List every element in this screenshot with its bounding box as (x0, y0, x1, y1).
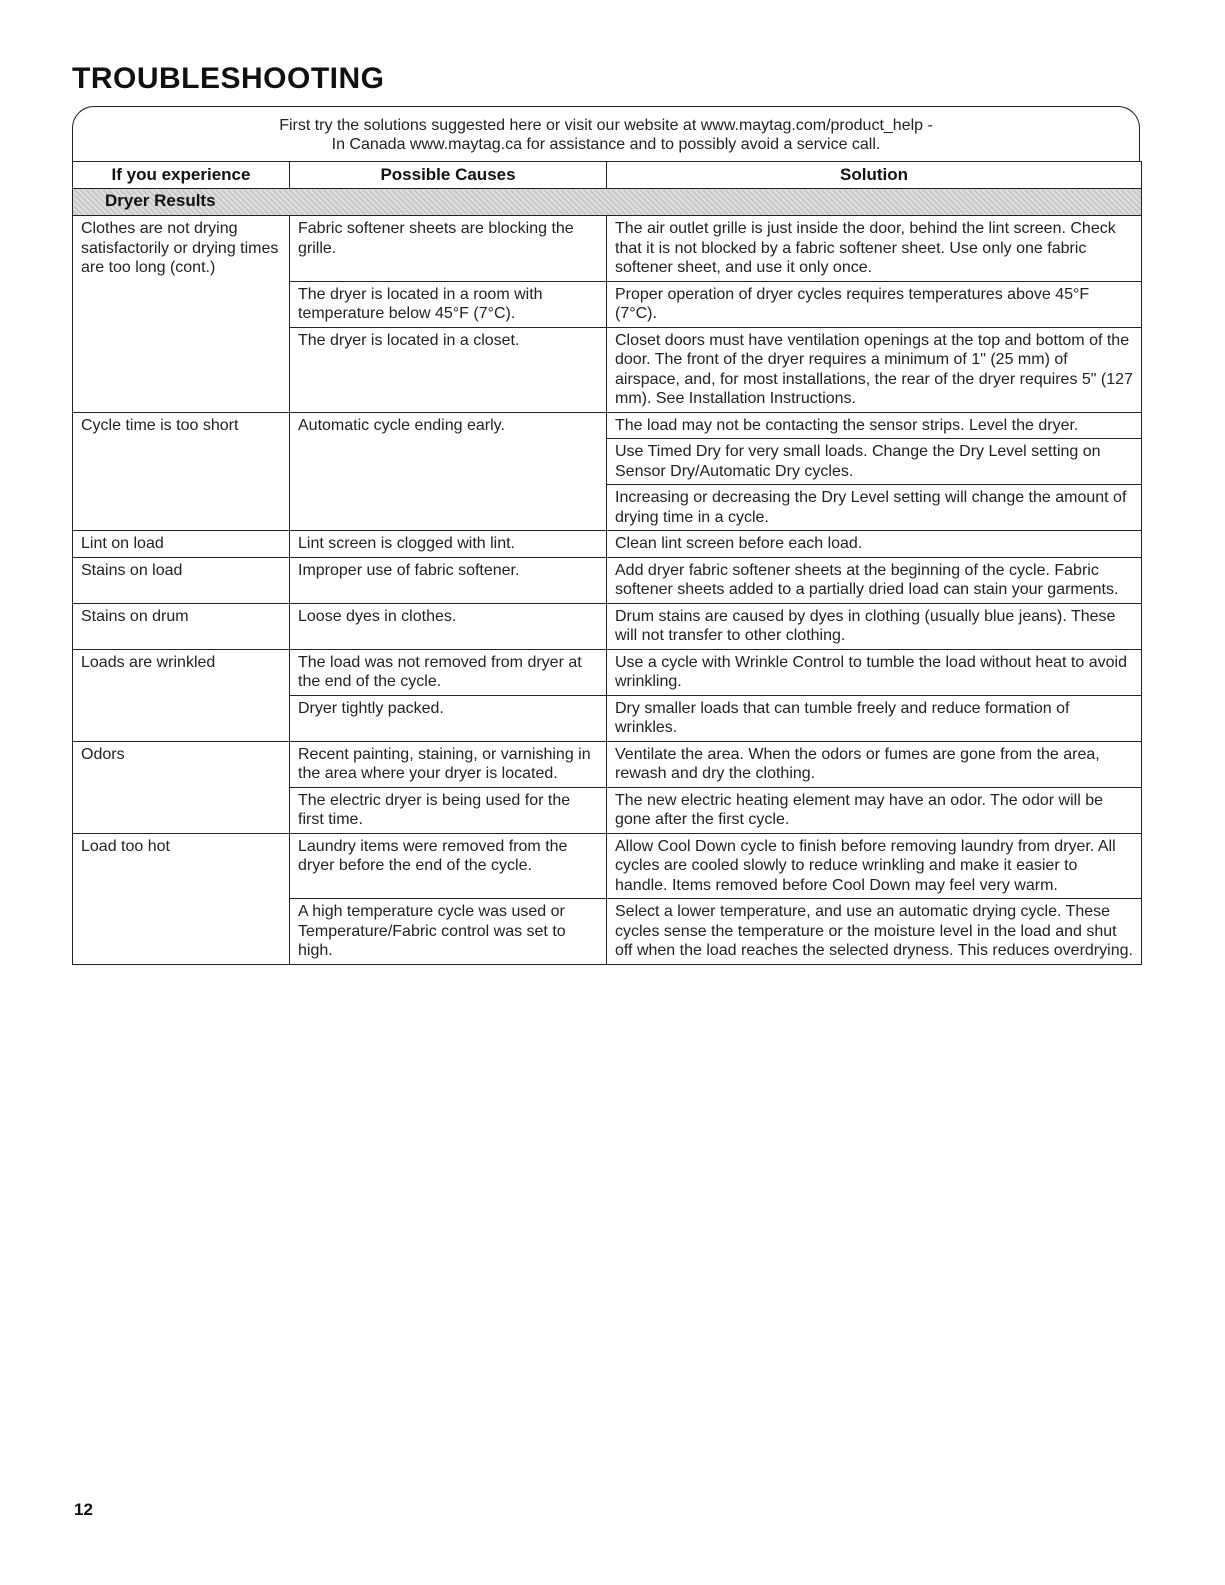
table-row (73, 557, 1142, 603)
solution-cell: The new electric heating element may have an odor. The odor will be gone after the first cycle. (607, 787, 1142, 833)
solution-cell: Ventilate the area. When the odors or fumes are gone from the area, rewash and dry the clothing. (607, 741, 1142, 787)
solution-cell: Closet doors must have ventilation openings at the top and bottom of the door. The front of the dryer requires a minimum of 1" (25 mm) of airspace, and, for most installations, the rear of the dryer requires 5" (127 mm). See Installation Instructions. (607, 327, 1142, 412)
page-title: TROUBLESHOOTING (72, 62, 385, 95)
table-row (73, 833, 1142, 899)
cause-cell: The electric dryer is being used for the first time. (290, 787, 607, 833)
page-number: 12 (74, 1500, 93, 1519)
header-solution: Solution (607, 162, 1142, 189)
cause-cell: The dryer is located in a room with temperature below 45°F (7°C). (290, 281, 607, 327)
cause-cell: The dryer is located in a closet. (290, 327, 607, 412)
solution-cell: Dry smaller loads that can tumble freely and reduce formation of wrinkles. (607, 695, 1142, 741)
symptom-cell: Stains on drum (73, 603, 290, 649)
symptom-cell: Lint on load (73, 531, 290, 558)
solution-cell: Select a lower temperature, and use an automatic drying cycle. These cycles sense the temperature or the moisture level in the load and shut off when the load reaches the selected dryness. This reduces overdrying. (607, 899, 1142, 965)
cause-cell: Automatic cycle ending early. (290, 412, 607, 439)
cause-cell: A high temperature cycle was used or Temperature/Fabric control was set to high. (290, 899, 607, 965)
cause-cell (290, 485, 607, 531)
cause-cell (290, 439, 607, 485)
table-body (73, 189, 1142, 965)
table-row (73, 412, 1142, 439)
cause-cell: Loose dyes in clothes. (290, 603, 607, 649)
header-possible-causes: Possible Causes (290, 162, 607, 189)
cause-cell: Recent painting, staining, or varnishing in the area where your dryer is located. (290, 741, 607, 787)
intro-text (72, 116, 1140, 154)
solution-cell: Allow Cool Down cycle to finish before removing laundry from dryer. All cycles are cooled slowly to reduce wrinkling and make it easier to handle. Items removed before Cool Down may feel very warm. (607, 833, 1142, 899)
table-row (73, 216, 1142, 282)
cause-cell: Lint screen is clogged with lint. (290, 531, 607, 558)
table-row (73, 603, 1142, 649)
header-if-you-experience: If you experience (73, 162, 290, 189)
table-row (73, 531, 1142, 558)
solution-cell: Add dryer fabric softener sheets at the beginning of the cycle. Fabric softener sheets added to a partially dried load can stain your garments. (607, 557, 1142, 603)
symptom-cell: Odors (73, 741, 290, 833)
solution-cell: Clean lint screen before each load. (607, 531, 1142, 558)
cause-cell: The load was not removed from dryer at the end of the cycle. (290, 649, 607, 695)
symptom-cell: Cycle time is too short (73, 412, 290, 531)
solution-cell: The air outlet grille is just inside the door, behind the lint screen. Check that it is not blocked by a fabric softener sheet. Use only one fabric softener sheet, and use it only once. (607, 216, 1142, 282)
section-row (73, 189, 1142, 216)
section-heading: Dryer Results (73, 189, 1142, 216)
cause-cell: Dryer tightly packed. (290, 695, 607, 741)
table-header-row (73, 162, 1142, 189)
symptom-cell: Stains on load (73, 557, 290, 603)
intro-line-1: First try the solutions suggested here or visit our website at www.maytag.com/product_help - (279, 117, 933, 134)
symptom-cell: Load too hot (73, 833, 290, 964)
table-row (73, 649, 1142, 695)
cause-cell: Laundry items were removed from the dryer before the end of the cycle. (290, 833, 607, 899)
symptom-cell: Loads are wrinkled (73, 649, 290, 741)
solution-cell: Proper operation of dryer cycles requires temperatures above 45°F (7°C). (607, 281, 1142, 327)
intro-line-2: In Canada www.maytag.ca for assistance and to possibly avoid a service call. (331, 136, 881, 153)
cause-cell: Improper use of fabric softener. (290, 557, 607, 603)
cause-cell: Fabric softener sheets are blocking the grille. (290, 216, 607, 282)
troubleshooting-table (72, 161, 1142, 965)
solution-cell: Use Timed Dry for very small loads. Change the Dry Level setting on Sensor Dry/Automatic Dry cycles. (607, 439, 1142, 485)
solution-cell: Drum stains are caused by dyes in clothing (usually blue jeans). These will not transfer to other clothing. (607, 603, 1142, 649)
symptom-cell: Clothes are not drying satisfactorily or drying times are too long (cont.) (73, 216, 290, 413)
solution-cell: The load may not be contacting the sensor strips. Level the dryer. (607, 412, 1142, 439)
solution-cell: Increasing or decreasing the Dry Level setting will change the amount of drying time in a cycle. (607, 485, 1142, 531)
table-row (73, 741, 1142, 787)
solution-cell: Use a cycle with Wrinkle Control to tumble the load without heat to avoid wrinkling. (607, 649, 1142, 695)
